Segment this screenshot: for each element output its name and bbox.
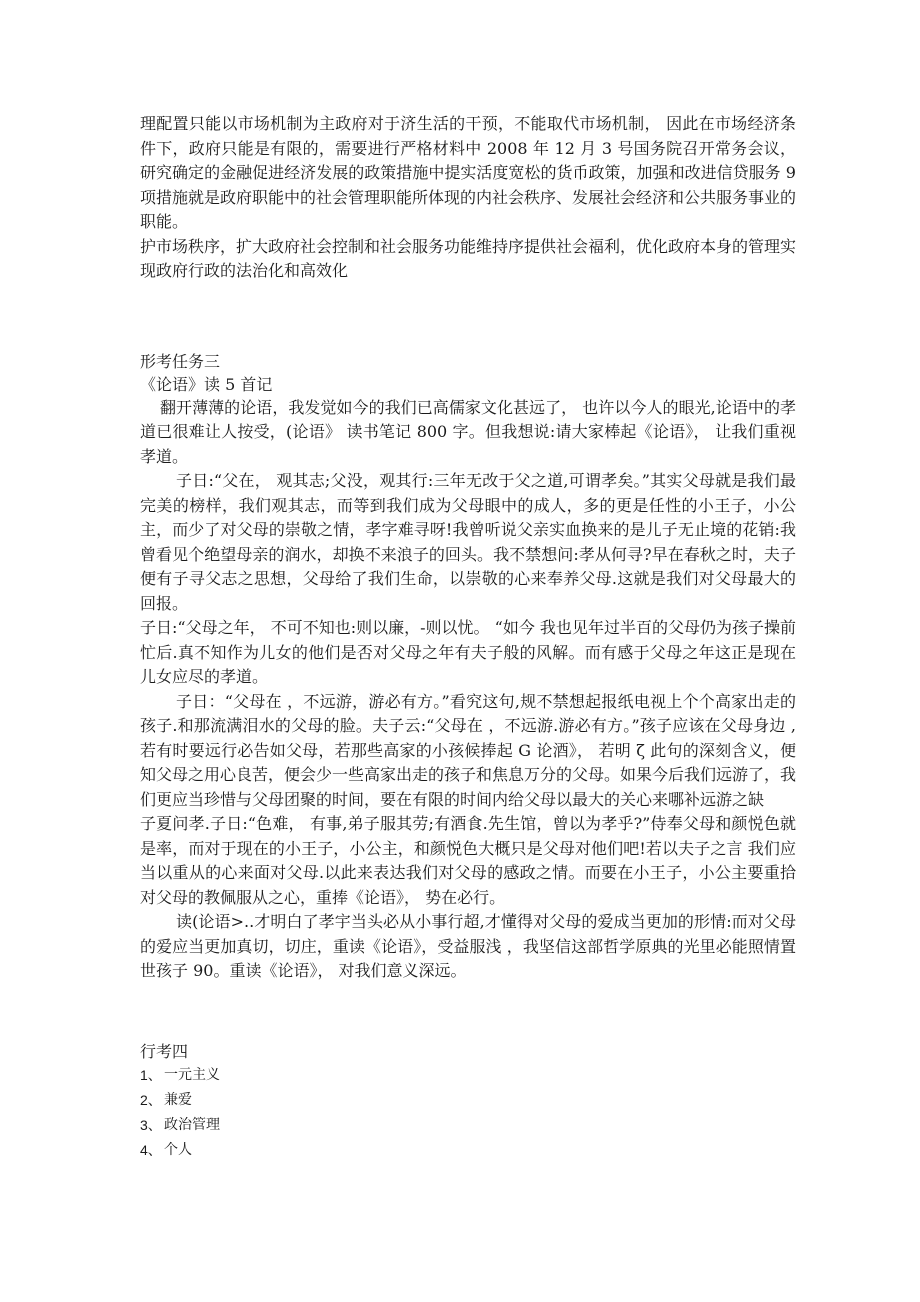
list-item: [140, 1138, 796, 1163]
body-paragraph: 子日:“父在， 观其志;父没，观其行:三年无改于父之道,可谓孝矣。”其实父母就是我们最完美的榜样，我们观其志，而等到我们成为父母眼中的成人，多的更是任性的小王子，小公主，而少了对父母的崇敬之情，孝字难寻呀!我曾听说父亲实血换来的是儿子无止境的花销:我曾看见个绝望母亲的润水，却换不来浪子的回头。我不禁想问:孝从何寻?早在春秋之时，夫子便有子寻父志之思想，父母给了我们生命，以崇敬的心来奉养父母.这就是我们对父母最大的回报。: [140, 471, 796, 613]
body-paragraph: 护市场秩序，扩大政府社会控制和社会服务功能维持序提供社会福利，优化政府本身的管理实现政府行政的法治化和高效化: [140, 236, 797, 280]
section-heading: 行考四: [140, 1041, 189, 1061]
list-item-number: 1、: [140, 1066, 162, 1083]
body-paragraph: 子日：“父母在 ，不远游，游必有方。”看究这句,规不禁想起报纸电视上个个高家出走的孩子.和那流满泪水的父母的脸。夫子云:“父母在 ，不远游.游必有方。”孩子应该在父母身边 ,若有时要远行必告如父母，若那些高家的小孩候捧起 G 论酒》， 若明 ζ 此句的深刻含义，便知父母之用心良苦，便会少一些高家出走的孩子和焦息万分的父母。如果今后我们远游了，我们更应当珍惜与父母团聚的时间，要在有限的时间内给父母以最大的关心来哪补远游之缺: [140, 691, 797, 809]
list-item: [140, 1063, 796, 1088]
body-paragraph: 读(论语>..才明白了孝宇当头必从小事行超,才懂得对父母的爱成当更加的形情:而对父母的爱应当更加真切，切庄，重读《论语》，受益服浅 ，我坚信这部哲学原典的光里必能照情置世孩子 90。重读《论语》， 对我们意义深远。: [140, 912, 796, 980]
document-page: [140, 112, 796, 1163]
spacer: [140, 984, 796, 1040]
spacer: [140, 284, 796, 350]
list-item-text: 个人: [164, 1141, 192, 1158]
section-subheading: 《论语》读 5 首记: [140, 374, 273, 394]
list-item-number: 4、: [140, 1141, 162, 1158]
list-item-text: 兼爱: [164, 1091, 192, 1108]
answer-list: [140, 1063, 796, 1163]
list-item-number: 2、: [140, 1091, 162, 1108]
list-item-text: 一元主义: [164, 1066, 220, 1083]
body-paragraph: 理配置只能以市场机制为主政府对于济生活的干预，不能取代市场机制， 因此在市场经济条件下，政府只能是有限的，需要进行严格材料中 2008 年 12 月 3 号国务院召开常务会议，研究确定的金融促进经济发展的政策措施中提实活度宽松的货币政策，加强和改进信贷服务 9 项措施就是政府职能中的社会管理职能所体现的内社会秩序、发展社会经济和公共服务事业的职能。: [140, 114, 797, 231]
body-paragraph: 子日:“父母之年， 不可不知也:则以廉，-则以忧。 “如今 我也见年过半百的父母仍为孩子操前忙后.真不知作为儿女的他们是否对父母之年有夫子般的风解。而有感于父母之年这正是现在儿女应尽的孝道。: [140, 618, 796, 686]
list-item-number: 3、: [140, 1116, 162, 1133]
list-item: [140, 1113, 796, 1138]
list-item: [140, 1088, 796, 1113]
list-item-text: 政治管理: [164, 1116, 220, 1133]
section-heading: 形考任务三: [140, 351, 221, 371]
body-paragraph: 翻开薄薄的论语，我发觉如今的我们已高儒家文化甚远了， 也许以今人的眼光,论语中的孝道已很难让人按受，(论语》 读书笔记 800 字。但我想说:请大家棒起《论语》， 让我们重视孝道。: [140, 397, 796, 466]
body-paragraph: 子夏问孝.子日:“色难， 有事,弟子服其劳;有酒食.先生馆，曾以为孝乎?”侍奉父母和颜悦色就是率，而对于现在的小王子，小公主，和颜悦色大概只是父母对他们吧!若以夫子之言 我们应当以重从的心来面对父母.以此来表达我们对父母的感政之情。而要在小王子，小公主要重拾对父母的教佩服从之心，重捧《论语》， 势在必行。: [140, 814, 796, 907]
